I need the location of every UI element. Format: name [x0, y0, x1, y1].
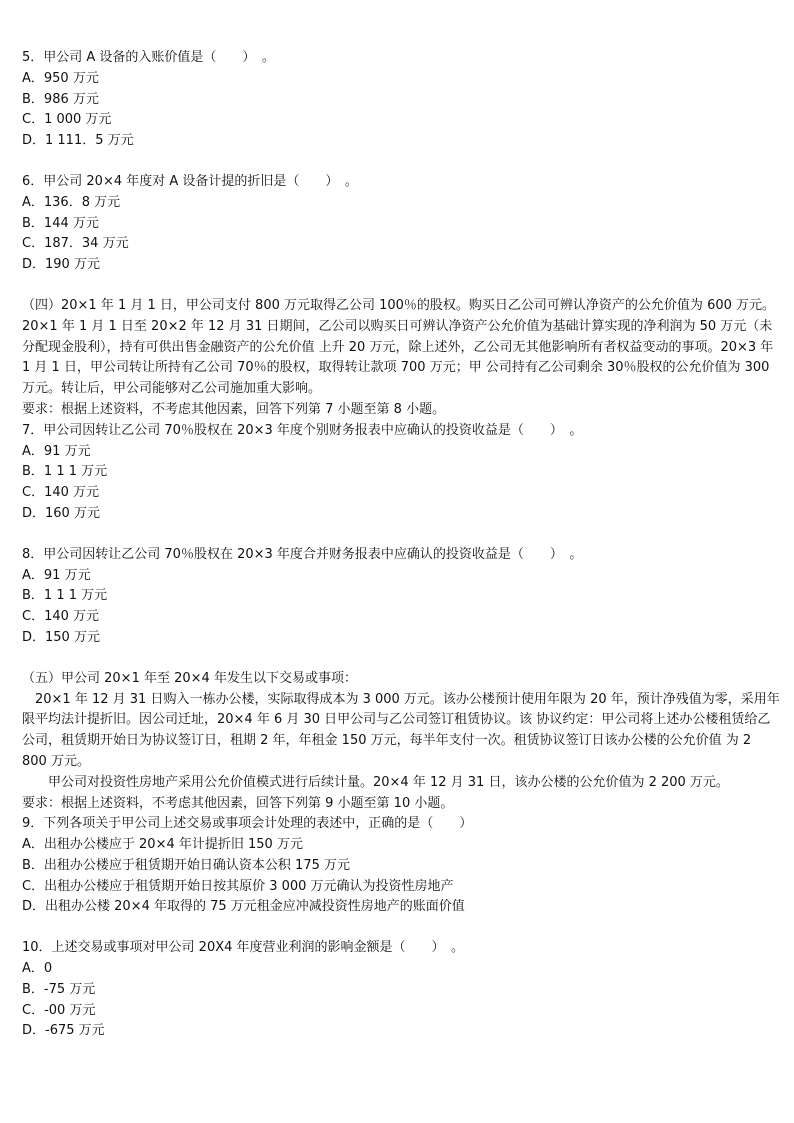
question-10 [22, 938, 780, 1042]
section-5-intro: （五）甲公司 20×1 年至 20×4 年发生以下交易或事项： [22, 670, 357, 686]
question-9 [22, 814, 780, 918]
option-b: B．-75 万元 [22, 981, 96, 997]
section-4-text: （四）20×1 年 1 月 1 日，甲公司支付 800 万元取得乙公司 100％的股权。购买日乙公司可辨认净资产的公允价值为 600 万元。20×1 年 1 月 1 日至 20×2 年 12 月 31 日期间，乙公司以购买日可辨认净资产公允价值为基础计算实现的净利润为 50 万元（未分配现金股利），持有可供出售金融资产的公允价值 上升 20 万元，除上述外，乙公司无其他影响所有者权益变动的事项。20×3 年 1 月 1 日，甲公司转让所持有乙公司 70％的股权，取得转让款项 700 万元；甲 公司持有乙公司剩余 30％股权的公允价值为 300 万元。转让后，甲公司能够对乙公司施加重大影响。 [22, 297, 776, 397]
question-stem: 10．上述交易或事项对甲公司 20X4 年度营业利润的影响金额是（ ） 。 [22, 940, 465, 956]
option-d: D．出租办公楼 20×4 年取得的 75 万元租金应冲减投资性房地产的账面价值 [22, 899, 465, 915]
question-8 [22, 545, 780, 649]
question-stem: 6．甲公司 20×4 年度对 A 设备计提的折旧是（ ） 。 [22, 173, 358, 189]
option-c: C．187．34 万元 [22, 236, 129, 252]
option-b: B．144 万元 [22, 215, 99, 231]
option-c: C．140 万元 [22, 485, 100, 501]
question-6 [22, 172, 780, 276]
option-a: A．91 万元 [22, 443, 91, 459]
section-5 [22, 669, 780, 815]
option-b: B．出租办公楼应于租赁期开始日确认资本公积 175 万元 [22, 857, 350, 873]
question-7 [22, 421, 780, 525]
option-c: C．1 000 万元 [22, 112, 112, 128]
question-stem: 9．下列各项关于甲公司上述交易或事项会计处理的表述中，正确的是（ ） [22, 816, 473, 832]
option-a: A．950 万元 [22, 70, 99, 86]
question-stem: 5．甲公司 A 设备的入账价值是（ ） 。 [22, 50, 275, 65]
option-b: B．1 1 1 万元 [22, 588, 108, 604]
section-5-requirement: 要求：根据上述资料，不考虑其他因素，回答下列第 9 小题至第 10 小题。 [22, 795, 454, 811]
option-d: D．160 万元 [22, 505, 100, 521]
section-5-para-2: 甲公司对投资性房地产采用公允价值模式进行后续计量。20×4 年 12 月 31 日，该办公楼的公允价值为 2 200 万元。 [22, 774, 729, 790]
option-b: B．1 1 1 万元 [22, 464, 108, 480]
option-c: C．140 万元 [22, 609, 100, 625]
option-c: C．-00 万元 [22, 1002, 96, 1018]
question-stem: 8．甲公司因转让乙公司 70％股权在 20×3 年度合并财务报表中应确认的投资收益是（ ） 。 [22, 546, 583, 562]
option-a: A．136．8 万元 [22, 194, 121, 210]
option-d: D．1 111．5 万元 [22, 133, 134, 149]
section-4-requirement: 要求：根据上述资料，不考虑其他因素，回答下列第 7 小题至第 8 小题。 [22, 401, 446, 417]
question-stem: 7．甲公司因转让乙公司 70％股权在 20×3 年度个别财务报表中应确认的投资收益是（ ） 。 [22, 422, 583, 438]
option-a: A．0 [22, 961, 53, 977]
option-d: D．190 万元 [22, 257, 100, 273]
option-d: D．-675 万元 [22, 1023, 105, 1039]
option-c: C．出租办公楼应于租赁期开始日按其原价 3 000 万元确认为投资性房地产 [22, 878, 454, 894]
option-a: A．出租办公楼应于 20×4 年计提折旧 150 万元 [22, 837, 303, 853]
section-5-para-1: 20×1 年 12 月 31 日购入一栋办公楼，实际取得成本为 3 000 万元。该办公楼预计使用年限为 20 年，预计净残值为零，采用年限平均法计提折旧。因公司迁址，20×4 年 6 月 30 日甲公司与乙公司签订租赁协议。该 协议约定：甲公司将上述办公楼租赁给乙公司，租赁期开始日为协议签订日，租期 2 年，年租金 150 万元，每半年支付一次。租赁协议签订日该办公楼的公允价值 为 2 800 万元。 [22, 691, 780, 769]
exam-page [22, 48, 780, 1062]
section-4 [22, 296, 780, 421]
option-a: A．91 万元 [22, 567, 91, 583]
question-5 [22, 48, 780, 152]
option-d: D．150 万元 [22, 629, 100, 645]
option-b: B．986 万元 [22, 91, 99, 107]
